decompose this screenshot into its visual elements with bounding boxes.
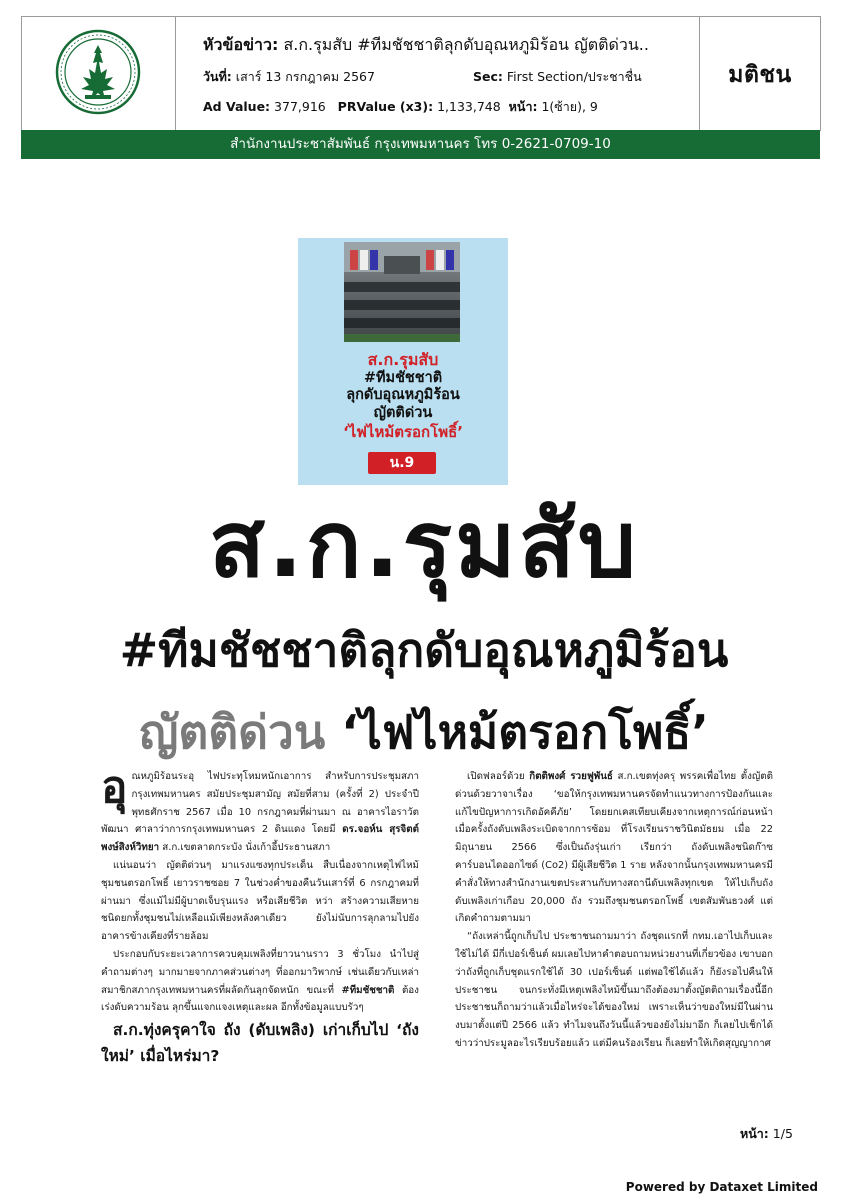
pr-value: 1,133,748: [437, 99, 501, 114]
values-line: Ad Value: 377,916 PRValue (x3): 1,133,748 หน้า: 1(ซ้าย), 9: [203, 99, 598, 114]
left-subheading: ส.ก.ทุ่งครุคาใจ ถัง (ดับเพลิง) เก่าเก็บไป ‘ถังใหม่’ เมื่อไหร่มา?: [101, 1021, 419, 1066]
brand-cell: [700, 17, 820, 130]
left-paragraph-3: ประกอบกับระยะเวลาการควบคุมเพลิงที่ยาวนานราว 3 ชั่วโมง นำไปสู่คำถามต่างๆ มากมายจากภาคส่วนต่างๆ ที่ออกมาวิพากษ์ เช่นเดียวกับเหล่าสมาชิกสภากรุงเทพมหานครที่ผลัดกันลุกจัดหนัก ขณะที่ #ทีมชัชชาติ ต้องเร่งดับความร้อน ลุกขึ้นแจกแจงเหตุและผล อีกทั้งข้อมูลแบบรัวๆ: [101, 948, 419, 1014]
clipping-header: [21, 16, 821, 131]
article-subtitle-1: #ทีมชัชชาติลุกดับอุณหภูมิร้อน: [119, 623, 729, 677]
teaser-page-tag: น.9: [368, 452, 436, 474]
powered-by: Powered by Dataxet Limited: [625, 1180, 818, 1194]
article-column-left: [101, 762, 419, 1069]
dropcap: อุ: [101, 762, 128, 813]
article-column-right: [455, 768, 773, 1053]
right-paragraph-2: “ถังเหล่านี้ถูกเก็บไป ประชาชนถามมาว่า ถังชุดแรกที่ กทม.เอาไปเก็บและใช้ไม่ได้ มีกี่เปอร์เซ็นต์ ผมเลยไปหาคำตอบถามหน่วยงานที่เกี่ยวข้อง เขาบอกว่าถังที่ถูกเก็บชุดแรกใช้ได้ 30 เปอร์เซ็นต์ แต่พอใช้ได้แล้ว ก็ยังรอไปคืนให้ประชาชน จนกระทั่งมีเหตุเพลิงไหม้ขึ้นมาถึงต้องมาตั้งญัตติถามเรื่องนี้อีก ประชาชนก็ถามว่าแล้วเมื่อไหร่จะได้ของใหม่ เพราะเห็นว่าของใหม่มีในผ่านงบมาตั้งแต่ปี 2566 แล้ว ทำไมจนถึงวันนี้แล้วของยังไม่มาอีก ก็เลยไปเช็กได้ข่าวว่าประมูลอะไรเรียบร้อยแล้ว แต่มีคนร้องเรียน ก็เลยทำให้เกิดสุญญากาศ: [455, 931, 773, 1049]
article-subtitle-2: ญัตติด่วน ‘ไฟไหม้ตรอกโพธิ์’: [139, 705, 709, 759]
ad-value: 377,916: [274, 99, 326, 114]
left-paragraph-2: แน่นอนว่า ญัตติด่วนๆ มาแรงแซงทุกประเด็น สืบเนื่องจากเหตุไฟไหม้ชุมชนตรอกโพธิ์ เยาวราชซอย 7 ในช่วงค่ำของคืนวันเสาร์ที่ 6 กรกฎาคมที่ผ่านมา ซึ่งแม้ไม่มีผู้บาดเจ็บรุนแรง หรือเสียชีวิต หว่า สร้างความเสียหายชนิดยกทั้งชุมชนไม่เหลือแม้เพียงหลังคาเดียว ยังไม่นับการลุกลามไปยังอาคารข้างเคียงที่รายล้อม: [101, 859, 419, 943]
teaser-text: ส.ก.รุมสับ #ทีมชัชชาติ ลุกดับอุณหภูมิร้อน ญัตติด่วน ‘ไฟไหม้ตรอกโพธิ์’: [343, 350, 463, 441]
article-title: ส.ก.รุมสับ: [208, 491, 640, 598]
page-number: หน้า: 1/5: [740, 1126, 793, 1141]
meta-cell: [176, 17, 700, 130]
page-value: 1(ซ้าย), 9: [541, 99, 598, 114]
council-meeting-photo: [344, 242, 460, 342]
bma-seal-logo: [55, 29, 141, 115]
publication-logo: มติชน: [728, 62, 792, 88]
right-paragraph-1: เปิดฟลอร์ด้วย กิตติพงศ์ รวยฟูพันธ์ ส.ก.เขตทุ่งครุ พรรคเพื่อไทย ตั้งญัตติด่วนด้วยวาจาเรื่อง ‘ขอให้กรุงเทพมหานครจัดทำแนวทางการป้องกันและแก้ไขปัญหาการเกิดอัคคีภัย’ โดยยกเคสเทียบเคียงจากเหตุการณ์ก่อนหน้า เมื่อครั้งถังดับเพลิงระเบิดจากการซ้อม ที่โรงเรียนราชวินิตมัธยม เมื่อ 22 มิถุนายน 2566 ซึ่งเป็นถังรุ่นเก่า เรียกว่า ถังดับเพลิงชนิดก๊าซคาร์บอนไดออกไซด์ (Co2) มีผู้เสียชีวิต 1 ราย หลังจากนั้นกรุงเทพมหานครมีคำสั่งให้ทางสำนักงานเขตประสานกับทางสถานีดับเพลิงทุกเขต ให้ไปเก็บถังดับเพลิงเก่าเกือบ 20,000 ถัง รวมถึงชุมชนตรอกโพธิ์ เขตสัมพันธวงศ์ แต่เกิดคำถามตามมา: [455, 771, 773, 925]
date: วันที่: เสาร์ 13 กรกฎาคม 2567: [203, 69, 375, 84]
headline: หัวข้อข่าว: ส.ก.รุมสับ #ทีมชัชชาติลุกดับอุณหภูมิร้อน ญัตติด่วน..: [203, 35, 649, 54]
logo-cell: [22, 17, 176, 130]
section: Sec: First Section/ประชาชื่น: [473, 69, 642, 84]
front-page-teaser: [298, 238, 508, 485]
office-contact-bar: สำนักงานประชาสัมพันธ์ กรุงเทพมหานคร โทร 0-2621-0709-10: [21, 130, 820, 159]
left-paragraph-1: อุณหภูมิร้อนระอุ ไฟประทุโหมหนักเอาการ สำหรับการประชุมสภากรุงเทพมหานคร สมัยประชุมสามัญ สมัยที่สาม (ครั้งที่ 2) ประจำปีพุทธศักราช 2567 เมื่อ 10 กรกฎาคมที่ผ่านมา ณ อาคารไอราวัตพัฒนา ศาลาว่าการกรุงเทพมหานคร 2 ดินแดง โดยมี ดร.จอห์น สุรจิตต์ พงษ์สิงห์วิทยา ส.ก.เขตลาดกระบัง นั่งเก้าอี้ประธานสภา: [101, 762, 419, 854]
